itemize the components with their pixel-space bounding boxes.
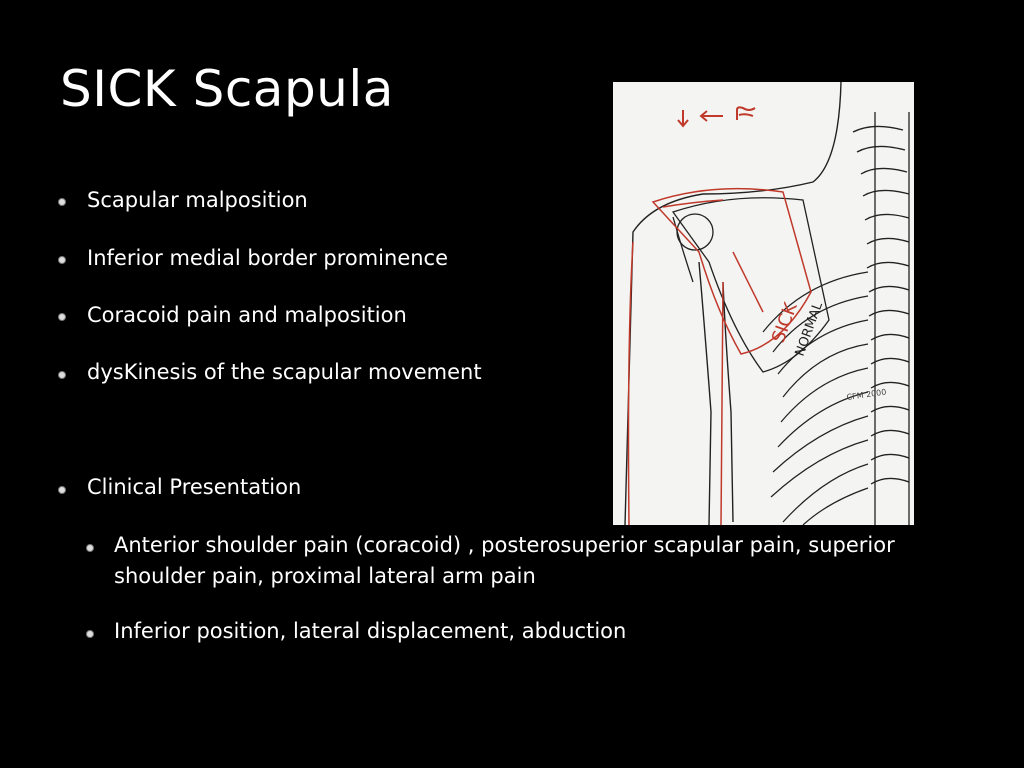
bullet-item: Scapular malposition <box>87 188 308 212</box>
bullet-marker <box>58 256 66 264</box>
normal-label: NORMAL <box>792 300 827 359</box>
sub-bullet-marker <box>86 544 94 552</box>
sub-bullet-item: Anterior shoulder pain (coracoid) , posterosuperior scapular pain, superior shoulder pain, proximal lateral arm pain <box>114 533 895 588</box>
sub-bullet-item: Inferior position, lateral displacement, abduction <box>114 619 627 643</box>
bullet-item: Clinical Presentation <box>87 475 302 499</box>
artist-signature: CFM 2000 <box>846 387 887 402</box>
bullet-item: dysKinesis of the scapular movement <box>87 360 482 384</box>
scapula-drawing <box>613 82 914 525</box>
bullet-marker <box>58 486 66 494</box>
sick-label: SICK <box>767 299 802 346</box>
bullet-marker <box>58 371 66 379</box>
anatomy-sketch-image <box>613 82 914 525</box>
bullet-item: Inferior medial border prominence <box>87 246 449 270</box>
sub-bullet-marker <box>86 630 94 638</box>
slide-title: SICK Scapula <box>60 60 394 118</box>
bullet-marker <box>58 198 66 206</box>
bullet-item: Coracoid pain and malposition <box>87 303 407 327</box>
bullet-marker <box>58 313 66 321</box>
